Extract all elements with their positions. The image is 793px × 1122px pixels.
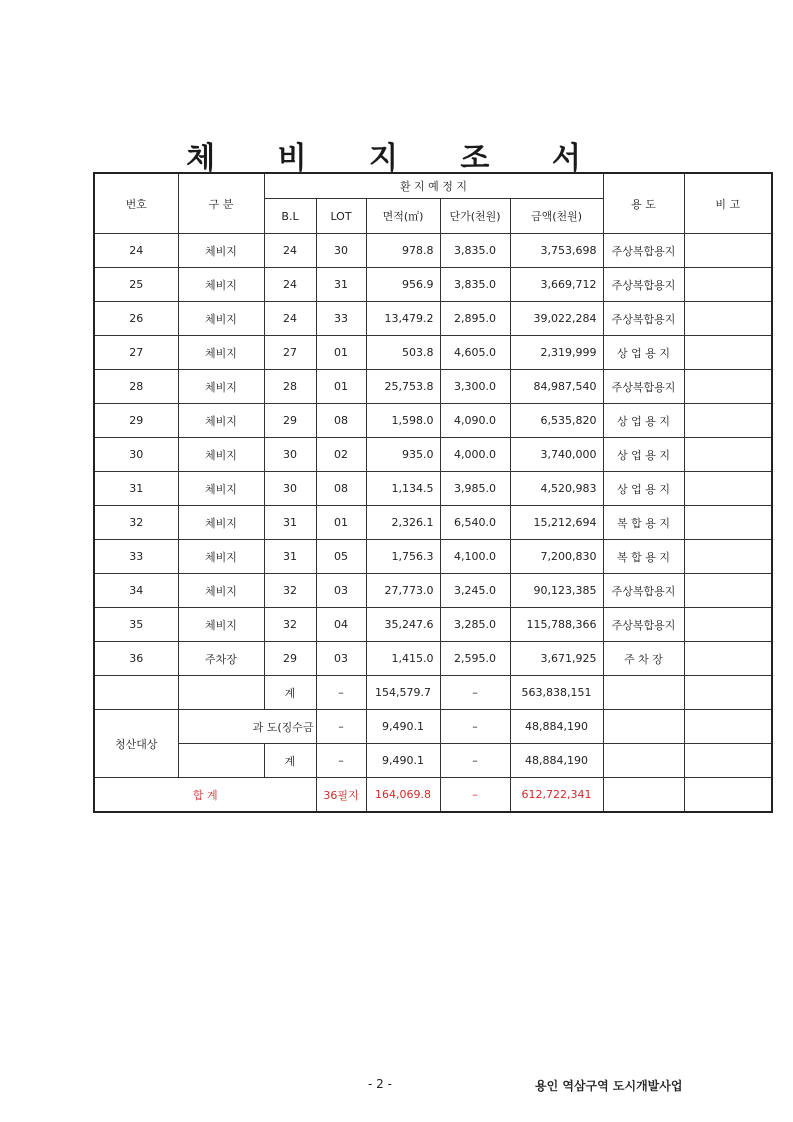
row-area: 503.8: [366, 336, 440, 370]
subtotal-label: 계: [264, 676, 316, 710]
row-unit-price: 6,540.0: [440, 506, 510, 540]
row-note: [684, 574, 772, 608]
table-row: [94, 234, 772, 268]
table-row: [94, 608, 772, 642]
subtotal-amount: 563,838,151: [510, 676, 603, 710]
document-title: 체 비 지 조 서: [186, 141, 607, 176]
header-area: 면적(㎡): [366, 199, 440, 234]
row-bl: 32: [264, 608, 316, 642]
header-amount: 금액(천원): [510, 199, 603, 234]
table-row: [94, 472, 772, 506]
grand-total-unit-price: –: [440, 778, 510, 813]
row-no: 26: [94, 302, 178, 336]
row-lot: 08: [316, 404, 366, 438]
row-use: 복 합 용 지: [603, 506, 684, 540]
grand-total-row: [94, 778, 772, 813]
row-area: 25,753.8: [366, 370, 440, 404]
settlement-total-use: [603, 744, 684, 778]
reserved-land-table: [93, 172, 773, 813]
row-division: 체비지: [178, 234, 264, 268]
row-bl: 31: [264, 506, 316, 540]
row-note: [684, 642, 772, 676]
header-replot: 환 지 예 정 지: [264, 173, 603, 199]
row-no: 32: [94, 506, 178, 540]
row-lot: 02: [316, 438, 366, 472]
row-unit-price: 2,895.0: [440, 302, 510, 336]
row-no: 29: [94, 404, 178, 438]
subtotal-lot: –: [316, 676, 366, 710]
header-note: 비 고: [684, 173, 772, 234]
settlement-total-division-cell: [178, 744, 264, 778]
settlement-excess-lot: –: [316, 710, 366, 744]
row-unit-price: 3,285.0: [440, 608, 510, 642]
row-unit-price: 4,100.0: [440, 540, 510, 574]
project-name: 용인 역삼구역 도시개발사업: [535, 1079, 683, 1093]
row-bl: 30: [264, 472, 316, 506]
row-bl: 27: [264, 336, 316, 370]
row-division: 체비지: [178, 370, 264, 404]
row-no: 33: [94, 540, 178, 574]
row-bl: 24: [264, 234, 316, 268]
row-lot: 01: [316, 336, 366, 370]
row-amount: 84,987,540: [510, 370, 603, 404]
table-row: [94, 540, 772, 574]
table-row: [94, 336, 772, 370]
table-row: [94, 506, 772, 540]
header-lot: LOT: [316, 199, 366, 234]
row-area: 956.9: [366, 268, 440, 302]
subtotal-area: 154,579.7: [366, 676, 440, 710]
row-area: 2,326.1: [366, 506, 440, 540]
row-bl: 32: [264, 574, 316, 608]
settlement-total-note: [684, 744, 772, 778]
settlement-excess-amount: 48,884,190: [510, 710, 603, 744]
row-lot: 03: [316, 642, 366, 676]
row-amount: 90,123,385: [510, 574, 603, 608]
row-amount: 3,753,698: [510, 234, 603, 268]
row-lot: 01: [316, 506, 366, 540]
grand-total-amount: 612,722,341: [510, 778, 603, 813]
row-use: 주상복합용지: [603, 234, 684, 268]
settlement-total-unit-price: –: [440, 744, 510, 778]
subtotal-no-cell: [94, 676, 178, 710]
settlement-total-lot: –: [316, 744, 366, 778]
row-amount: 6,535,820: [510, 404, 603, 438]
row-use: 상 업 용 지: [603, 438, 684, 472]
settlement-excess-area: 9,490.1: [366, 710, 440, 744]
row-lot: 04: [316, 608, 366, 642]
row-lot: 05: [316, 540, 366, 574]
table-row: [94, 438, 772, 472]
header-use: 용 도: [603, 173, 684, 234]
row-area: 935.0: [366, 438, 440, 472]
settlement-excess-note: [684, 710, 772, 744]
row-bl: 31: [264, 540, 316, 574]
row-note: [684, 404, 772, 438]
row-unit-price: 4,605.0: [440, 336, 510, 370]
table-row: [94, 404, 772, 438]
row-unit-price: 2,595.0: [440, 642, 510, 676]
row-note: [684, 540, 772, 574]
row-amount: 115,788,366: [510, 608, 603, 642]
row-bl: 24: [264, 268, 316, 302]
row-no: 31: [94, 472, 178, 506]
page-number: - 2 -: [368, 1077, 392, 1091]
header-bl: B.L: [264, 199, 316, 234]
row-area: 1,756.3: [366, 540, 440, 574]
row-division: 체비지: [178, 574, 264, 608]
row-note: [684, 336, 772, 370]
row-unit-price: 4,000.0: [440, 438, 510, 472]
grand-total-label: 합 계: [94, 778, 316, 813]
subtotal-use: [603, 676, 684, 710]
row-area: 27,773.0: [366, 574, 440, 608]
row-note: [684, 608, 772, 642]
row-division: 체비지: [178, 268, 264, 302]
subtotal-division-cell: [178, 676, 264, 710]
row-use: 주상복합용지: [603, 268, 684, 302]
row-area: 1,598.0: [366, 404, 440, 438]
row-note: [684, 472, 772, 506]
row-bl: 30: [264, 438, 316, 472]
settlement-excess-row: [94, 710, 772, 744]
row-bl: 29: [264, 642, 316, 676]
row-division: 주차장: [178, 642, 264, 676]
row-amount: 3,669,712: [510, 268, 603, 302]
row-no: 34: [94, 574, 178, 608]
row-unit-price: 4,090.0: [440, 404, 510, 438]
row-area: 13,479.2: [366, 302, 440, 336]
settlement-label: 청산대상: [94, 710, 178, 778]
row-lot: 01: [316, 370, 366, 404]
row-unit-price: 3,300.0: [440, 370, 510, 404]
row-amount: 3,671,925: [510, 642, 603, 676]
row-note: [684, 370, 772, 404]
header-division: 구 분: [178, 173, 264, 234]
row-lot: 31: [316, 268, 366, 302]
row-lot: 03: [316, 574, 366, 608]
subtotal-unit-price: –: [440, 676, 510, 710]
row-area: 1,134.5: [366, 472, 440, 506]
settlement-excess-unit-price: –: [440, 710, 510, 744]
row-bl: 29: [264, 404, 316, 438]
row-note: [684, 234, 772, 268]
row-unit-price: 3,985.0: [440, 472, 510, 506]
row-amount: 2,319,999: [510, 336, 603, 370]
row-lot: 08: [316, 472, 366, 506]
subtotal-note: [684, 676, 772, 710]
row-use: 주상복합용지: [603, 302, 684, 336]
grand-total-note: [684, 778, 772, 813]
table-row: [94, 574, 772, 608]
row-division: 체비지: [178, 608, 264, 642]
table-row: [94, 370, 772, 404]
row-no: 27: [94, 336, 178, 370]
row-note: [684, 302, 772, 336]
row-note: [684, 268, 772, 302]
subtotal-row: [94, 676, 772, 710]
settlement-total-area: 9,490.1: [366, 744, 440, 778]
row-amount: 3,740,000: [510, 438, 603, 472]
grand-total-use: [603, 778, 684, 813]
row-area: 35,247.6: [366, 608, 440, 642]
row-use: 주상복합용지: [603, 608, 684, 642]
row-use: 복 합 용 지: [603, 540, 684, 574]
table-row: [94, 268, 772, 302]
grand-total-lot: 36필지: [316, 778, 366, 813]
row-use: 주상복합용지: [603, 370, 684, 404]
row-bl: 28: [264, 370, 316, 404]
header-unit-price: 단가(천원): [440, 199, 510, 234]
row-amount: 7,200,830: [510, 540, 603, 574]
settlement-total-amount: 48,884,190: [510, 744, 603, 778]
row-division: 체비지: [178, 404, 264, 438]
table-row: [94, 642, 772, 676]
row-division: 체비지: [178, 506, 264, 540]
row-no: 25: [94, 268, 178, 302]
row-amount: 15,212,694: [510, 506, 603, 540]
settlement-excess-use: [603, 710, 684, 744]
settlement-excess-label: 과 도(징수금: [178, 710, 316, 744]
row-bl: 24: [264, 302, 316, 336]
row-amount: 39,022,284: [510, 302, 603, 336]
row-unit-price: 3,835.0: [440, 234, 510, 268]
header-row-1: [94, 173, 772, 199]
row-use: 상 업 용 지: [603, 336, 684, 370]
row-unit-price: 3,835.0: [440, 268, 510, 302]
row-note: [684, 506, 772, 540]
row-no: 36: [94, 642, 178, 676]
row-no: 35: [94, 608, 178, 642]
row-division: 체비지: [178, 336, 264, 370]
row-use: 주상복합용지: [603, 574, 684, 608]
row-no: 30: [94, 438, 178, 472]
row-no: 24: [94, 234, 178, 268]
header-no: 번호: [94, 173, 178, 234]
row-division: 체비지: [178, 302, 264, 336]
row-area: 978.8: [366, 234, 440, 268]
row-use: 상 업 용 지: [603, 472, 684, 506]
row-division: 체비지: [178, 540, 264, 574]
settlement-total-label: 계: [264, 744, 316, 778]
row-no: 28: [94, 370, 178, 404]
settlement-total-row: [94, 744, 772, 778]
grand-total-area: 164,069.8: [366, 778, 440, 813]
table-row: [94, 302, 772, 336]
row-area: 1,415.0: [366, 642, 440, 676]
row-lot: 30: [316, 234, 366, 268]
row-unit-price: 3,245.0: [440, 574, 510, 608]
row-use: 상 업 용 지: [603, 404, 684, 438]
row-division: 체비지: [178, 472, 264, 506]
row-use: 주 차 장: [603, 642, 684, 676]
row-lot: 33: [316, 302, 366, 336]
row-note: [684, 438, 772, 472]
row-division: 체비지: [178, 438, 264, 472]
row-amount: 4,520,983: [510, 472, 603, 506]
